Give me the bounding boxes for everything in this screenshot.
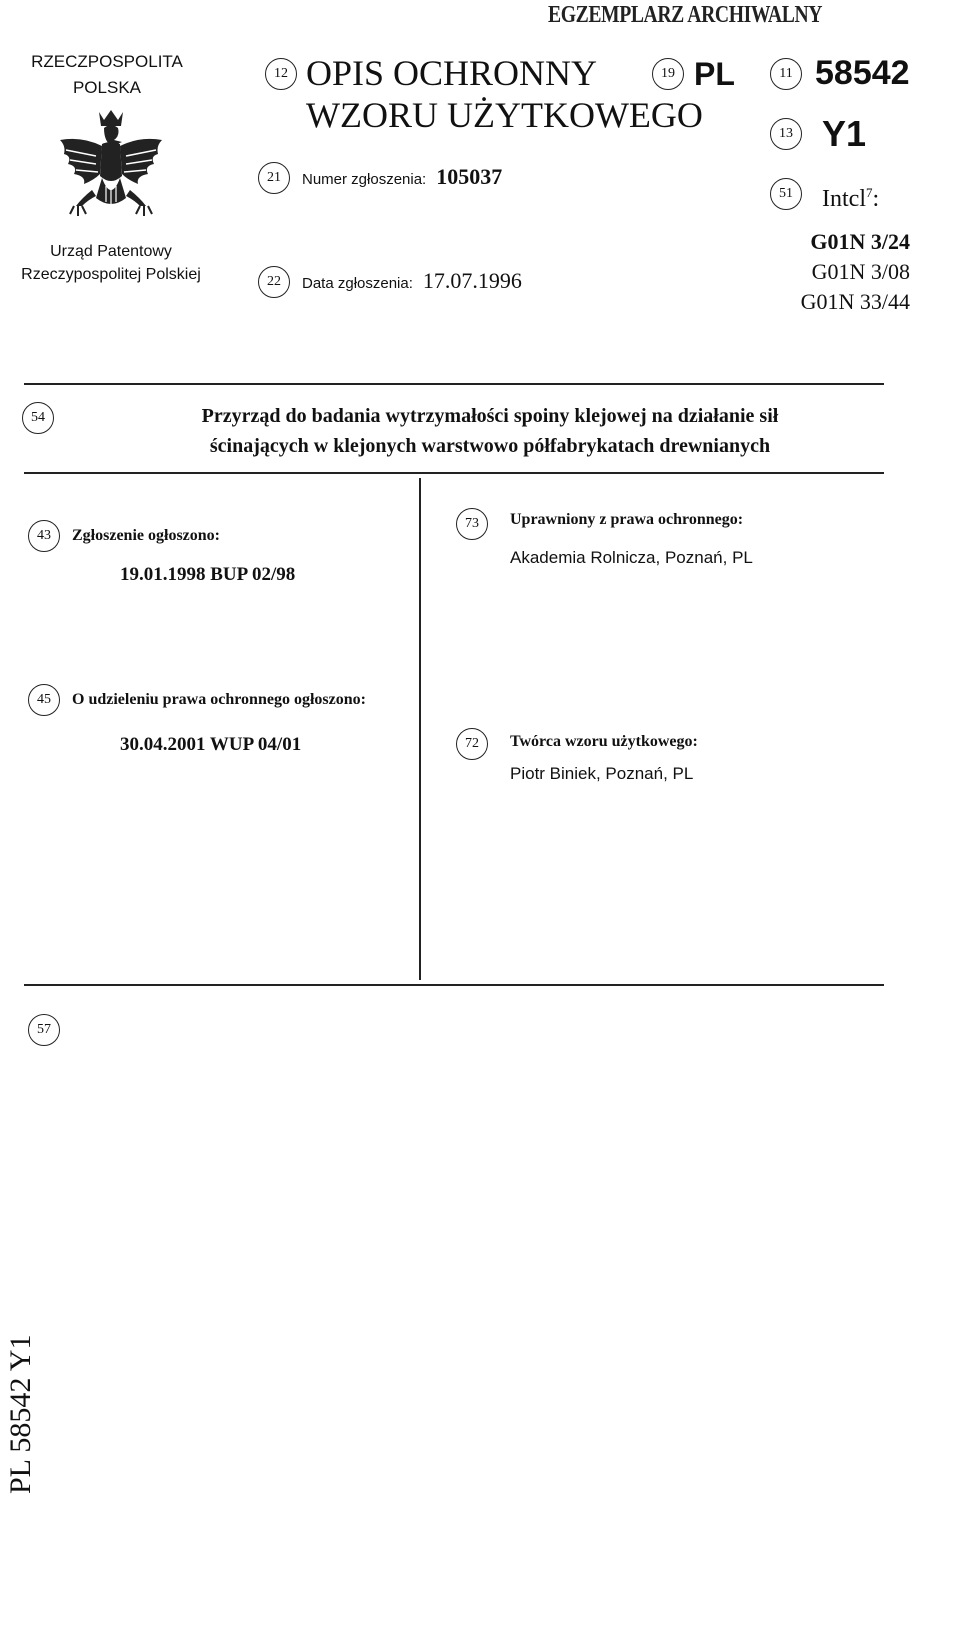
filing-date: 17.07.1996 (422, 268, 522, 293)
ipc-class-3: G01N 33/44 (800, 289, 910, 314)
inid-code-22: 22 (258, 266, 290, 298)
country-name-line2: POLSKA (72, 78, 142, 97)
inid-code-19: 19 (652, 58, 684, 90)
inid-code-11: 11 (770, 58, 802, 90)
intcl-row (822, 176, 879, 216)
divider-bottom-title (24, 472, 884, 474)
rights-holder-value: Akademia Rolnicza, Poznań, PL (510, 548, 753, 567)
column-divider (419, 478, 421, 980)
inid-code-13: 13 (770, 118, 802, 150)
office-name-line2: Rzeczypospolitej Polskiej (21, 266, 201, 283)
divider-top-title (24, 383, 884, 385)
divider-abstract (24, 984, 884, 986)
inid-code-54: 54 (22, 402, 54, 434)
grant-announcement-label: O udzieleniu prawa ochronnego ogłoszono: (72, 691, 366, 708)
filing-date-row (302, 264, 522, 298)
filing-date-label: Data zgłoszenia: (302, 275, 413, 292)
inid-code-45: 45 (28, 684, 60, 716)
document-title-line1: OPIS OCHRONNY (306, 53, 598, 93)
inid-code-12: 12 (265, 58, 297, 90)
polish-eagle-emblem (52, 106, 170, 226)
creator-label: Twórca wzoru użytkowego: (510, 733, 698, 750)
application-number-row (302, 160, 502, 194)
kind-code: Y1 (822, 113, 867, 154)
office-name-line1: Urząd Patentowy (50, 243, 172, 260)
intcl-label: Intcl (822, 186, 866, 212)
utility-model-title-line2: ścinających w klejonych warstwowo półfabrykatach drewnianych (209, 435, 771, 457)
inid-code-73: 73 (456, 508, 488, 540)
patent-number: 58542 (815, 54, 910, 92)
inid-code-51: 51 (770, 178, 802, 210)
creator-value: Piotr Biniek, Poznań, PL (510, 764, 694, 783)
country-name-line1: RZECZPOSPOLITA (31, 52, 183, 71)
archive-stamp: EGZEMPLARZ ARCHIWALNY (548, 2, 823, 28)
inid-code-43: 43 (28, 520, 60, 552)
ipc-class-2: G01N 3/08 (811, 259, 910, 284)
intcl-colon: : (872, 186, 880, 212)
grant-announcement-value: 30.04.2001 WUP 04/01 (120, 734, 302, 755)
intcl-edition: 7 (865, 185, 873, 200)
publication-label: Zgłoszenie ogłoszono: (72, 527, 220, 544)
publication-value: 19.01.1998 BUP 02/98 (120, 564, 296, 585)
utility-model-title-line1: Przyrząd do badania wytrzymałości spoiny klejowej na działanie sił (201, 405, 779, 427)
document-title-line2: WZORU UŻYTKOWEGO (306, 95, 703, 135)
country-code: PL (694, 56, 735, 92)
inid-code-21: 21 (258, 162, 290, 194)
inid-code-57: 57 (28, 1014, 60, 1046)
inid-code-72: 72 (456, 728, 488, 760)
ipc-class-1: G01N 3/24 (810, 229, 910, 254)
application-number: 105037 (436, 164, 503, 189)
application-number-label: Numer zgłoszenia: (302, 171, 427, 188)
rights-holder-label: Uprawniony z prawa ochronnego: (510, 511, 744, 528)
side-document-id: PL 58542 Y1 (4, 1334, 37, 1494)
